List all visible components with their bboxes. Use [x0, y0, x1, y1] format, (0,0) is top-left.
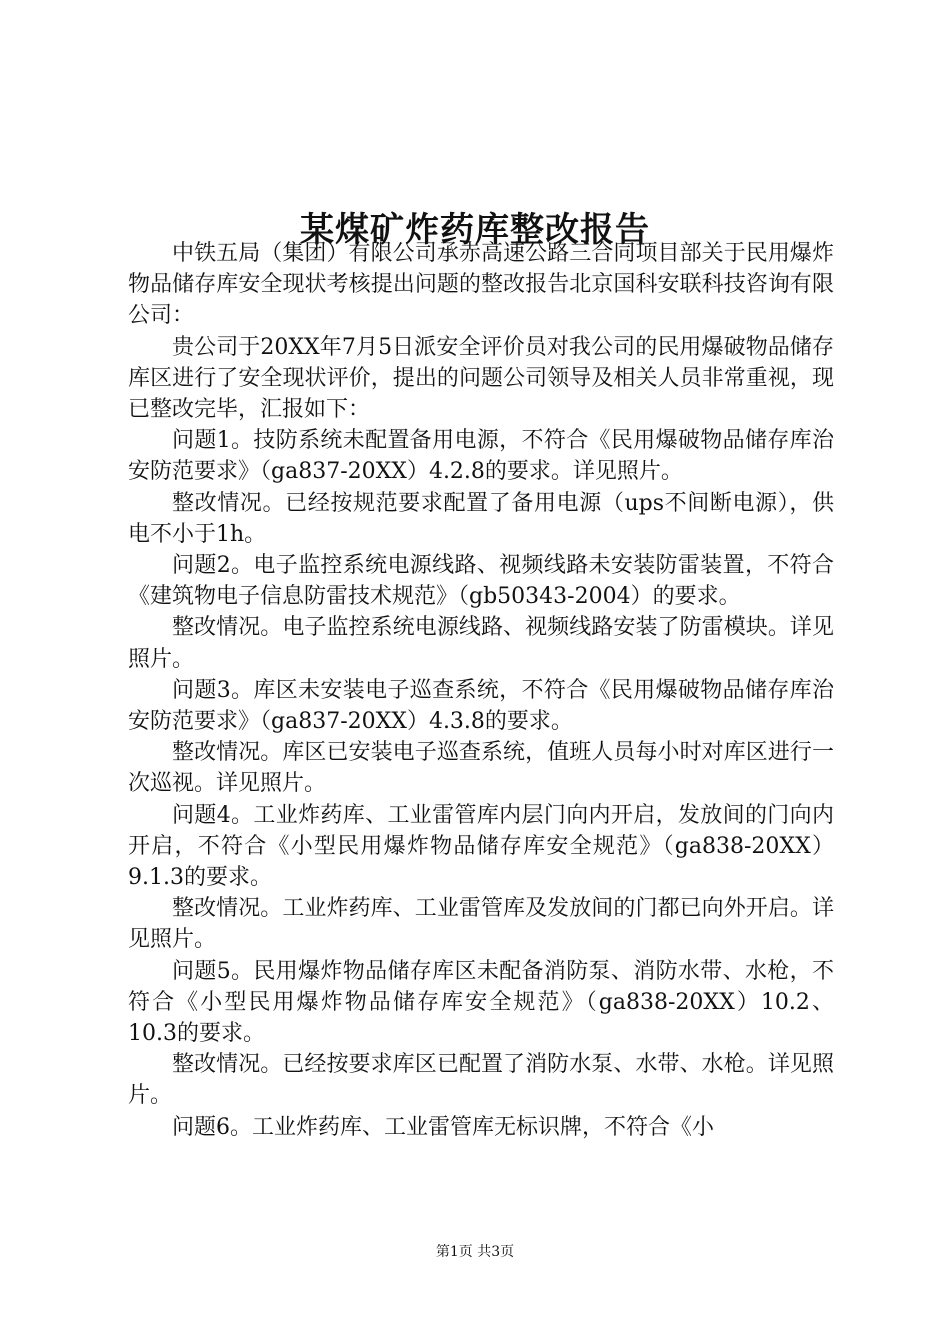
paragraph: 问题3。库区未安装电子巡查系统，不符合《民用爆破物品储存库治安防范要求》（ga837-20XX）4.3.8的要求。: [128, 677, 834, 735]
paragraph: 问题6。工业炸药库、工业雷管库无标识牌，不符合《小: [172, 1114, 714, 1140]
paragraph: 问题1。技防系统未配置备用电源，不符合《民用爆破物品储存库治安防范要求》（ga837-20XX）4.2.8的要求。详见照片。: [128, 428, 834, 485]
page-number-footer: 第1页 共3页: [435, 1244, 515, 1260]
paragraph: 中铁五局（集团）有限公司承赤高速公路三合同项目部关于民用爆炸物品储存库安全现状考核提出问题的整改报告北京国科安联科技咨询有限公司：: [128, 241, 834, 329]
paragraph: 整改情况。电子监控系统电源线路、视频线路安装了防雷模块。详见照片。: [128, 615, 834, 672]
paragraph: 整改情况。已经按规范要求配置了备用电源（ups不间断电源），供电不小于1h。: [128, 490, 834, 547]
paragraph: 整改情况。库区已安装电子巡查系统，值班人员每小时对库区进行一次巡视。详见照片。: [128, 740, 834, 797]
paragraph: 问题5。民用爆炸物品储存库区未配备消防泵、消防水带、水枪，不符合《小型民用爆炸物品储存库安全规范》（ga838-20XX）10.2、10.3的要求。: [128, 958, 834, 1047]
paragraph: 问题4。工业炸药库、工业雷管库内层门向内开启，发放间的门向内开启，不符合《小型民用爆炸物品储存库安全规范》（ga838-20XX）9.1.3的要求。: [128, 802, 834, 891]
paragraph: 整改情况。已经按要求库区已配置了消防水泵、水带、水枪。详见照片。: [128, 1052, 834, 1109]
paragraph: 问题2。电子监控系统电源线路、视频线路未安装防雷装置，不符合《建筑物电子信息防雷技术规范》（gb50343-2004）的要求。: [128, 553, 834, 610]
document-body: [128, 238, 834, 1143]
paragraph: 整改情况。工业炸药库、工业雷管库及发放间的门都已向外开启。详见照片。: [128, 896, 834, 953]
paragraph: 贵公司于20XX年7月5日派安全评价员对我公司的民用爆破物品储存库区进行了安全现状评价，提出的问题公司领导及相关人员非常重视，现已整改完毕，汇报如下：: [128, 334, 834, 423]
document-title: 某煤矿炸药库整改报告: [300, 209, 650, 250]
